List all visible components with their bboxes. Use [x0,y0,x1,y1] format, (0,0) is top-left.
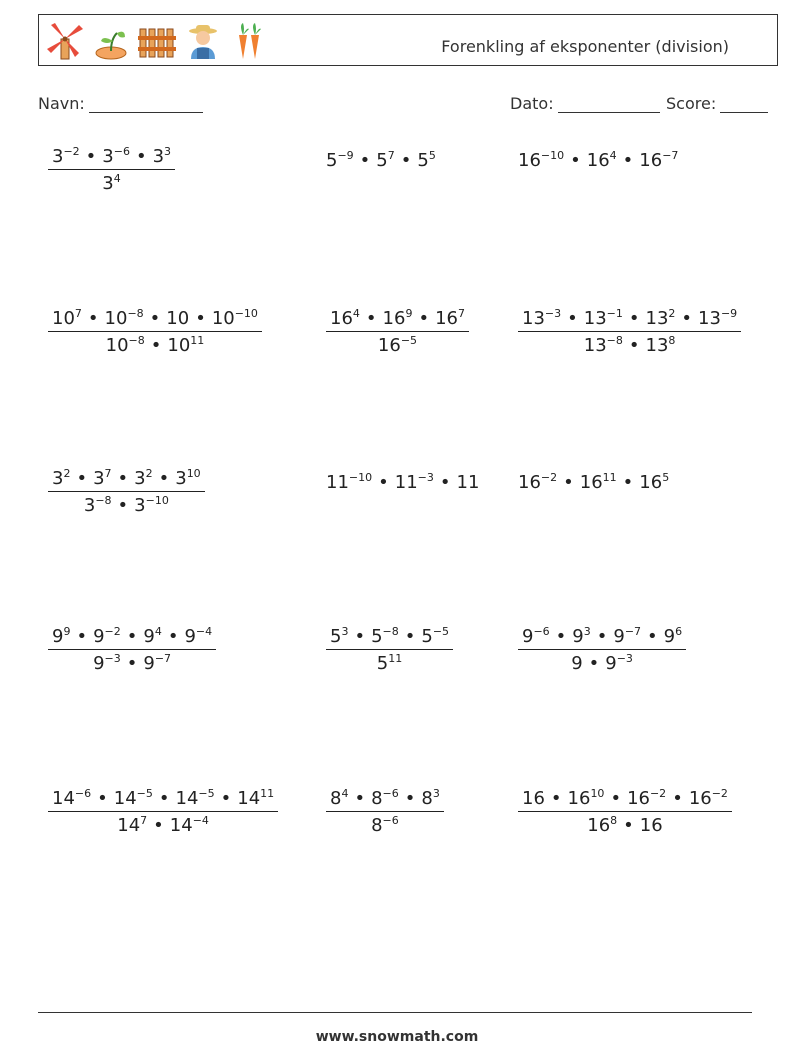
fraction [518,308,741,356]
term-base: 16 [639,150,663,171]
term-base: 16 [377,335,401,356]
term-exponent: 4 [609,149,617,162]
term-base: 9 [93,626,105,647]
multiply-dot: • [610,788,622,809]
denominator [518,649,686,674]
term-base: 16 [587,815,611,836]
term-base: 14 [117,815,141,836]
multiply-dot: • [195,308,206,329]
term-exponent: 11 [388,652,403,665]
term-base: 3 [102,173,114,194]
term-exponent: 9 [63,625,71,638]
term-exponent: −8 [606,334,623,347]
term-base: 5 [330,626,342,647]
term-exponent: −2 [711,787,728,800]
problem-15 [518,788,732,836]
expression [518,472,669,493]
numerator [326,788,444,811]
term-base: 16 [639,815,663,836]
term-exponent: −6 [74,787,92,800]
term-base: 9 [522,626,534,647]
term-exponent: 11 [602,471,617,484]
name-blank[interactable] [89,96,203,113]
multiply-dot: • [622,150,634,171]
multiply-dot: • [150,335,162,356]
term-exponent: −2 [649,787,667,800]
numerator [48,146,175,169]
term-exponent: −10 [348,471,373,484]
term-base: 5 [376,150,388,171]
denominator [326,649,453,674]
term-base: 16 [518,150,541,171]
term-base: 13 [583,308,607,329]
term-base: 9 [663,626,676,647]
sprout-icon [91,21,131,61]
term-exponent: −5 [136,787,153,800]
problem-2 [326,150,436,171]
name-label: Navn: [38,94,85,113]
multiply-dot: • [354,788,366,809]
term-exponent: −3 [104,652,121,665]
term-base: 9 [605,653,617,674]
term-base: 9 [93,653,105,674]
fraction [48,626,216,674]
multiply-dot: • [628,335,640,356]
expression [326,472,479,493]
numerator [48,468,205,491]
multiply-dot: • [76,626,88,647]
fraction [48,788,278,836]
header-icons [45,21,269,61]
term-base: 13 [583,335,607,356]
term-base: 14 [237,788,261,809]
term-exponent: 9 [405,307,413,320]
problem-5 [326,308,469,356]
multiply-dot: • [563,472,574,493]
fraction [326,308,469,356]
term-base: 3 [102,146,114,167]
term-exponent: −10 [145,494,169,507]
fraction [518,788,732,836]
term-base: 11 [326,472,349,493]
fraction [48,146,175,194]
denominator [48,491,205,516]
numerator [518,308,741,331]
term-base: 16 [579,472,603,493]
score-blank[interactable] [720,96,768,113]
term-base: 5 [376,653,389,674]
term-exponent: −8 [95,494,112,507]
term-base: 16 [518,472,541,493]
term-exponent: −8 [128,334,145,347]
multiply-dot: • [623,815,634,836]
term-exponent: 7 [74,307,82,320]
fraction [48,308,262,356]
numerator [326,626,453,649]
expression [518,150,678,171]
problem-9 [518,472,669,493]
term-base: 3 [134,495,146,516]
multiply-dot: • [126,626,138,647]
multiply-dot: • [681,308,693,329]
term-exponent: −5 [198,787,215,800]
denominator [326,811,444,836]
term-base: 10 [167,335,191,356]
multiply-dot: • [672,788,683,809]
term-base: 16 [382,308,406,329]
term-base: 13 [522,308,545,329]
problem-8 [326,472,479,493]
multiply-dot: • [570,150,581,171]
term-base: 3 [52,146,64,167]
term-base: 11 [394,472,418,493]
term-exponent: −6 [533,625,550,638]
denominator [48,811,278,836]
term-base: 16 [567,788,591,809]
term-exponent: 10 [186,467,201,480]
term-exponent: −4 [192,814,209,827]
expression [326,150,436,171]
term-base: 16 [522,788,545,809]
multiply-dot: • [167,626,179,647]
term-exponent: −6 [382,787,399,800]
problem-6 [518,308,741,356]
term-base: 10 [104,308,128,329]
term-base: 5 [326,150,338,171]
numerator [326,308,469,331]
term-base: 3 [152,146,165,167]
term-exponent: −8 [127,307,144,320]
multiply-dot: • [135,146,147,167]
term-base: 16 [330,308,353,329]
term-exponent: −9 [720,307,738,320]
term-base: 8 [421,788,433,809]
problem-12 [518,626,686,674]
term-exponent: −5 [432,625,450,638]
multiply-dot: • [85,146,97,167]
term-exponent: 7 [457,307,465,320]
denominator [326,331,469,356]
term-base: 10 [211,308,235,329]
multiply-dot: • [596,626,608,647]
term-exponent: −4 [195,625,213,638]
term-exponent: 2 [668,307,676,320]
term-exponent: −6 [113,145,130,158]
term-base: 9 [572,626,584,647]
term-exponent: 11 [190,334,205,347]
term-exponent: 4 [113,172,121,185]
term-exponent: −3 [417,471,434,484]
fraction [518,626,686,674]
denominator [518,811,732,836]
term-exponent: −2 [540,471,558,484]
term-exponent: −1 [606,307,623,320]
term-exponent: 7 [104,467,112,480]
multiply-dot: • [404,626,416,647]
term-exponent: −2 [104,625,121,638]
term-base: 5 [421,626,433,647]
farmer-icon [183,21,223,61]
term-exponent: 6 [675,625,683,638]
term-base: 14 [169,815,193,836]
term-exponent: 11 [260,787,275,800]
term-exponent: −9 [337,149,354,162]
term-base: 13 [698,308,721,329]
term-exponent: 5 [662,471,670,484]
multiply-dot: • [158,468,170,489]
term-base: 5 [417,150,429,171]
multiply-dot: • [555,626,567,647]
term-exponent: 7 [387,149,395,162]
term-base: 14 [52,788,75,809]
term-base: 13 [645,308,669,329]
numerator [518,626,686,649]
problem-1 [48,146,175,194]
multiply-dot: • [550,788,562,809]
problem-4 [48,308,262,356]
term-exponent: −6 [382,814,399,827]
term-base: 10 [166,308,190,329]
multiply-dot: • [588,653,600,674]
fraction [48,468,205,516]
problem-13 [48,788,278,836]
term-base: 11 [456,472,480,493]
term-exponent: 2 [145,467,153,480]
multiply-dot: • [365,308,377,329]
term-base: 14 [113,788,137,809]
term-base: 9 [143,626,155,647]
term-base: 3 [52,468,64,489]
term-exponent: −5 [400,334,418,347]
term-base: 16 [639,472,663,493]
term-base: 9 [571,653,583,674]
term-exponent: −10 [540,149,565,162]
problem-11 [326,626,453,674]
numerator [48,308,262,331]
term-base: 9 [184,626,196,647]
term-base: 16 [627,788,650,809]
multiply-dot: • [117,495,129,516]
term-base: 8 [371,815,383,836]
term-base: 3 [93,468,105,489]
numerator [48,626,216,649]
term-base: 9 [52,626,64,647]
fence-icon [137,21,177,61]
term-exponent: 4 [154,625,162,638]
date-label: Dato: [510,94,554,113]
score-field[interactable] [666,94,768,113]
worksheet-title: Forenkling af eksponenter (division) [441,37,729,56]
term-exponent: −8 [382,625,399,638]
problem-10 [48,626,216,674]
term-base: 8 [330,788,342,809]
numerator [48,788,278,811]
term-base: 8 [371,788,383,809]
multiply-dot: • [97,788,108,809]
denominator [518,331,741,356]
term-base: 3 [175,468,187,489]
multiply-dot: • [628,308,640,329]
windmill-icon [45,21,85,61]
date-field[interactable] [510,94,660,113]
multiply-dot: • [117,468,129,489]
term-base: 3 [83,495,96,516]
multiply-dot: • [439,472,451,493]
numerator [518,788,732,811]
footer-divider [38,1012,752,1013]
term-exponent: −3 [616,652,633,665]
term-exponent: −3 [544,307,562,320]
multiply-dot: • [359,150,371,171]
term-base: 14 [175,788,199,809]
term-exponent: −10 [234,307,258,320]
term-exponent: −2 [63,145,80,158]
multiply-dot: • [87,308,99,329]
multiply-dot: • [149,308,161,329]
multiply-dot: • [622,472,634,493]
carrots-icon [229,21,269,61]
multiply-dot: • [126,653,138,674]
denominator [48,649,216,674]
fraction [326,788,444,836]
multiply-dot: • [153,815,164,836]
term-exponent: 4 [341,787,349,800]
score-label: Score: [666,94,717,113]
problem-7 [48,468,205,516]
multiply-dot: • [378,472,389,493]
term-exponent: 3 [432,787,440,800]
term-base: 16 [688,788,712,809]
multiply-dot: • [418,308,430,329]
footer-url: www.snowmath.com [315,1029,479,1045]
term-exponent: 4 [352,307,360,320]
multiply-dot: • [404,788,416,809]
term-exponent: 8 [668,334,676,347]
term-base: 16 [435,308,458,329]
term-base: 16 [586,150,610,171]
problem-14 [326,788,444,836]
term-exponent: 2 [63,467,71,480]
term-exponent: −7 [154,652,172,665]
multiply-dot: • [76,468,88,489]
term-base: 3 [134,468,146,489]
term-exponent: −7 [624,625,642,638]
name-field[interactable] [38,94,203,113]
worksheet-header [38,14,778,66]
multiply-dot: • [400,150,412,171]
term-exponent: 10 [590,787,605,800]
multiply-dot: • [647,626,658,647]
term-exponent: 8 [610,814,618,827]
term-base: 9 [143,653,155,674]
problem-3 [518,150,678,171]
date-blank[interactable] [558,96,660,113]
term-exponent: −7 [662,149,679,162]
term-base: 5 [371,626,383,647]
denominator [48,169,175,194]
multiply-dot: • [220,788,232,809]
term-exponent: 3 [583,625,591,638]
term-exponent: 5 [428,149,436,162]
term-base: 13 [645,335,669,356]
term-exponent: 3 [164,145,172,158]
term-base: 10 [105,335,129,356]
term-exponent: 3 [341,625,349,638]
fraction [326,626,453,674]
term-exponent: 7 [140,814,148,827]
denominator [48,331,262,356]
multiply-dot: • [158,788,170,809]
multiply-dot: • [567,308,578,329]
term-base: 10 [52,308,75,329]
term-base: 9 [613,626,625,647]
multiply-dot: • [354,626,366,647]
